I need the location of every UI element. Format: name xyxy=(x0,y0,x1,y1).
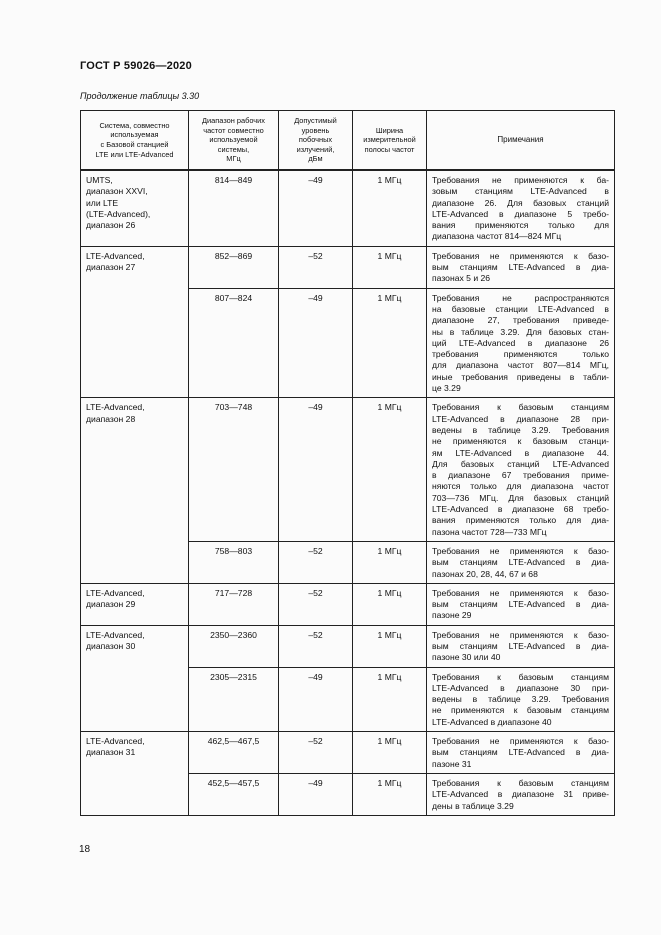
table-caption: Продолжение таблицы 3.30 xyxy=(80,91,200,101)
notes-cell xyxy=(427,732,615,774)
header-line: Ширина xyxy=(375,125,404,135)
header-frequency-range xyxy=(189,111,279,171)
header-line: излучений, xyxy=(296,144,335,154)
header-emission-level xyxy=(279,111,353,171)
note-line: це 3.29 xyxy=(432,383,461,394)
note-line: LTE-Advanced в диапазоне 40 xyxy=(432,716,552,727)
notes-cell xyxy=(427,246,615,288)
document-title: ГОСТ Р 59026—2020 xyxy=(80,60,192,72)
level-cell: –52 xyxy=(279,541,353,583)
system-cell xyxy=(81,246,189,398)
frequency-cell: 852—869 xyxy=(189,246,279,288)
frequency-cell: 2350—2360 xyxy=(189,625,279,667)
system-cell xyxy=(81,625,189,731)
system-line: (LTE-Advanced), xyxy=(86,208,151,219)
level-cell: –49 xyxy=(279,170,353,246)
system-line: диапазон 31 xyxy=(86,747,136,758)
note-line: требования применяются только xyxy=(432,349,609,360)
header-line: системы, xyxy=(217,144,250,154)
system-cell xyxy=(81,583,189,625)
frequency-cell: 703—748 xyxy=(189,398,279,542)
note-line: для диапазона частот 807—814 МГц, xyxy=(432,360,609,371)
note-line: вым станциям LTE-Advanced в диа- xyxy=(432,557,609,568)
system-line: диапазон 29 xyxy=(86,599,136,610)
system-cell xyxy=(81,732,189,816)
header-line: используемой xyxy=(209,135,258,145)
note-line: вым станциям LTE-Advanced в диа- xyxy=(432,640,609,651)
note-line: вания применяются только для диа- xyxy=(432,515,609,526)
header-line: используемая xyxy=(110,130,159,140)
frequency-cell: 807—824 xyxy=(189,288,279,398)
table-row xyxy=(81,246,615,288)
header-line: с Базовой станцией xyxy=(100,140,169,149)
frequency-cell: 2305—2315 xyxy=(189,667,279,731)
level-cell: –52 xyxy=(279,732,353,774)
header-line: Примечания xyxy=(497,135,544,145)
system-line: LTE-Advanced, xyxy=(86,250,145,261)
system-line: диапазон 30 xyxy=(86,640,136,651)
note-line: в диапазоне 67 требования приме- xyxy=(432,470,609,481)
header-line: дБм xyxy=(308,154,323,164)
header-line: Допустимый xyxy=(294,116,337,126)
bandwidth-cell: 1 МГц xyxy=(353,773,427,815)
note-line: не применяются к базовым станциям xyxy=(432,705,609,716)
note-line: Требования не распространяются xyxy=(432,292,609,303)
header-system xyxy=(81,111,189,171)
note-line: вым станциям LTE-Advanced в диа- xyxy=(432,599,609,610)
system-line: диапазон 26 xyxy=(86,220,136,231)
bandwidth-cell: 1 МГц xyxy=(353,732,427,774)
note-line: LTE-Advanced в диапазоне 68 требо- xyxy=(432,504,609,515)
table-row xyxy=(81,732,615,774)
frequency-cell: 758—803 xyxy=(189,541,279,583)
header-notes xyxy=(427,111,615,171)
table-row xyxy=(81,170,615,246)
header-line: уровень xyxy=(301,125,330,135)
note-line: пазонах 5 и 26 xyxy=(432,273,491,284)
note-line: ям LTE-Advanced в диапазоне 44. xyxy=(432,447,609,458)
note-line: вания применяются только для xyxy=(432,220,609,231)
spectrum-table xyxy=(80,110,615,816)
note-line: пазонах 20, 28, 44, 67 и 68 xyxy=(432,568,538,579)
note-line: диапазоне 27, требования приведе- xyxy=(432,315,609,326)
system-line: или LTE xyxy=(86,197,119,208)
note-line: дены в таблице 3.29 xyxy=(432,800,514,811)
level-cell: –52 xyxy=(279,583,353,625)
frequency-cell: 717—728 xyxy=(189,583,279,625)
note-line: ведены в таблице 3.29. Требования xyxy=(432,694,609,705)
level-cell: –49 xyxy=(279,288,353,398)
notes-cell xyxy=(427,625,615,667)
note-line: пазона частот 728—733 МГц xyxy=(432,526,547,537)
header-line: полосы частот xyxy=(364,144,415,154)
header-line: МГц xyxy=(226,154,241,164)
note-line: диапазоне 26. Для базовых станций xyxy=(432,197,609,208)
system-line: LTE-Advanced, xyxy=(86,587,145,598)
note-line: Требования к базовым станциям xyxy=(432,402,609,413)
note-line: ведены в таблице 3.29. Требования xyxy=(432,424,609,435)
notes-cell xyxy=(427,398,615,542)
system-line: LTE-Advanced, xyxy=(86,629,145,640)
bandwidth-cell: 1 МГц xyxy=(353,246,427,288)
bandwidth-cell: 1 МГц xyxy=(353,583,427,625)
system-line: UMTS, xyxy=(86,175,113,185)
note-line: LTE-Advanced в диапазоне 28 при- xyxy=(432,413,609,424)
bandwidth-cell: 1 МГц xyxy=(353,288,427,398)
notes-cell xyxy=(427,170,615,246)
system-line: LTE-Advanced, xyxy=(86,402,145,413)
note-line: пазоне 31 xyxy=(432,758,472,769)
note-line: LTE-Advanced в диапазоне 31 приве- xyxy=(432,789,609,800)
system-line: диапазон XXVI, xyxy=(86,186,148,197)
table-row xyxy=(81,398,615,542)
system-line: диапазон 27 xyxy=(86,262,136,273)
note-line: Требования не применяются к базо- xyxy=(432,587,609,598)
system-cell xyxy=(81,170,189,246)
note-line: пазоне 29 xyxy=(432,610,472,621)
note-line: LTE-Advanced в диапазоне 5 требо- xyxy=(432,208,609,219)
note-line: вым станциям LTE-Advanced в диа- xyxy=(432,262,609,273)
note-line: 703—736 МГц. Для базовых станций xyxy=(432,492,609,503)
note-line: Требования не применяются к базо- xyxy=(432,736,609,747)
note-line: ций LTE-Advanced в диапазоне 26 xyxy=(432,337,609,348)
header-line: Система, совместно xyxy=(99,120,170,130)
header-line: частот совместно xyxy=(203,125,264,135)
bandwidth-cell: 1 МГц xyxy=(353,170,427,246)
level-cell: –49 xyxy=(279,773,353,815)
header-line: LTE или LTE-Advanced xyxy=(95,149,174,159)
level-cell: –49 xyxy=(279,667,353,731)
note-line: Требования не применяются к базо- xyxy=(432,250,609,261)
table-row xyxy=(81,625,615,667)
system-line: диапазон 28 xyxy=(86,413,136,424)
system-cell xyxy=(81,398,189,583)
table-row xyxy=(81,583,615,625)
note-line: Требования к базовым станциям xyxy=(432,777,609,788)
note-line: Требования не применяются к ба- xyxy=(432,175,609,185)
bandwidth-cell: 1 МГц xyxy=(353,625,427,667)
level-cell: –49 xyxy=(279,398,353,542)
header-line: Диапазон рабочих xyxy=(202,116,265,126)
level-cell: –52 xyxy=(279,625,353,667)
notes-cell xyxy=(427,773,615,815)
notes-cell xyxy=(427,541,615,583)
level-cell: –52 xyxy=(279,246,353,288)
notes-cell xyxy=(427,288,615,398)
system-line: LTE-Advanced, xyxy=(86,736,145,747)
notes-cell xyxy=(427,667,615,731)
note-line: Для базовых станций LTE-Advanced xyxy=(432,458,609,469)
frequency-cell: 814—849 xyxy=(189,170,279,246)
note-line: Требования к базовым станциям xyxy=(432,671,609,682)
note-line: вым станциям LTE-Advanced в диа- xyxy=(432,747,609,758)
note-line: Требования не применяются к базо- xyxy=(432,545,609,556)
header-line: измерительной xyxy=(363,135,416,145)
page-number: 18 xyxy=(79,844,91,855)
note-line: иные требования приведены в табли- xyxy=(432,371,609,382)
note-line: пазоне 30 или 40 xyxy=(432,652,501,663)
bandwidth-cell: 1 МГц xyxy=(353,541,427,583)
note-line: няются только для диапазона частот xyxy=(432,481,609,492)
table-header-row xyxy=(81,111,615,171)
header-bandwidth xyxy=(353,111,427,171)
note-line: диапазона частот 814—824 МГц xyxy=(432,231,562,242)
header-line: побочных xyxy=(298,135,333,145)
note-line: не применяются к базовым станци- xyxy=(432,436,609,447)
frequency-cell: 462,5—467,5 xyxy=(189,732,279,774)
note-line: LTE-Advanced в диапазоне 30 при- xyxy=(432,682,609,693)
note-line: на базовые станции LTE-Advanced в xyxy=(432,303,609,314)
note-line: Требования не применяются к базо- xyxy=(432,629,609,640)
note-line: зовым станциям LTE-Advanced в xyxy=(432,186,609,197)
bandwidth-cell: 1 МГц xyxy=(353,667,427,731)
note-line: ны в таблице 3.29. Для базовых стан- xyxy=(432,326,609,337)
notes-cell xyxy=(427,583,615,625)
frequency-cell: 452,5—457,5 xyxy=(189,773,279,815)
bandwidth-cell: 1 МГц xyxy=(353,398,427,542)
